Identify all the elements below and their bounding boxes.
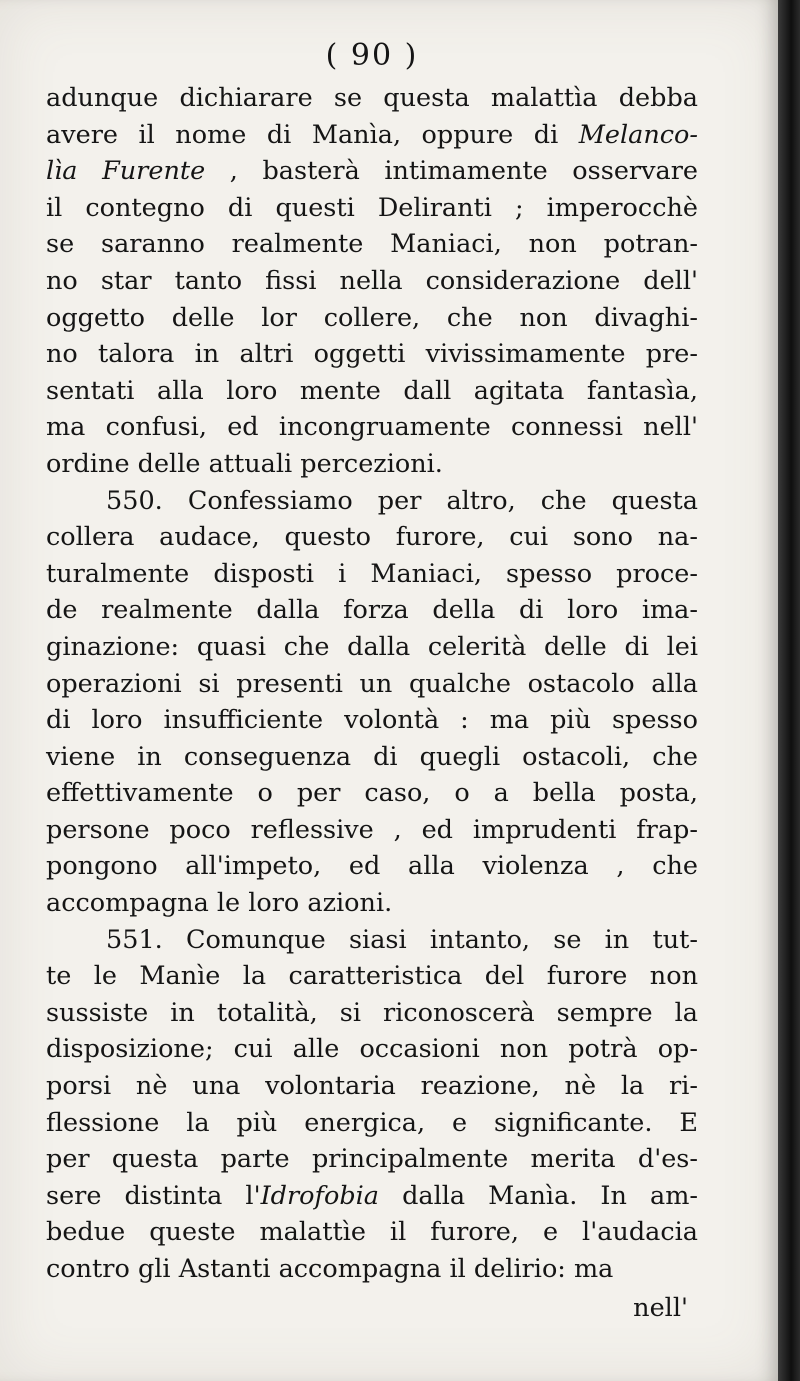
text-line: persone poco reflessive , ed imprudenti frap- (46, 814, 698, 845)
text-line: accompagna le loro azioni. (46, 888, 393, 919)
text-line: il contegno di questi Deliranti ; imperocchè (46, 192, 698, 223)
text-line: se saranno realmente Maniaci, non potran- (46, 229, 698, 260)
text-line: no star tanto fissi nella considerazione dell' (46, 265, 698, 296)
text-line: lìa Furente , basterà intimamente osservare (46, 156, 698, 187)
text-line: de realmente dalla forza della di loro ima- (46, 595, 698, 626)
page-content (46, 34, 698, 1326)
text-line: collera audace, questo furore, cui sono na- (46, 522, 698, 553)
text-line: adunque dichiarare se questa malattìa debba (46, 83, 698, 113)
text-line: contro gli Astanti accompagna il delirio: ma (46, 1254, 614, 1284)
text-line: avere il nome di Manìa, oppure di Melanco- (46, 119, 698, 150)
text-line: sussiste in totalità, si riconoscerà sempre la (46, 997, 698, 1028)
paragraph-550 (46, 483, 698, 922)
page-edge-shadow (778, 0, 800, 1381)
paragraph-551 (46, 922, 698, 1288)
text-line: te le Manìe la caratteristica del furore non (46, 961, 698, 992)
text-line: per questa parte principalmente merita d'es- (46, 1144, 698, 1175)
text-line: viene in conseguenza di quegli ostacoli, che (46, 741, 698, 772)
text-line: ma confusi, ed incongruamente connessi nell' (46, 412, 698, 443)
text-line: flessione la più energica, e significante. E (46, 1107, 698, 1138)
catchword: nell' (633, 1292, 688, 1323)
text-line: sentati alla loro mente dall agitata fantasìa, (46, 375, 698, 406)
text-line: pongono all'impeto, ed alla violenza , che (46, 851, 698, 882)
text-line: disposizione; cui alle occasioni non potrà op- (46, 1034, 698, 1065)
paragraph-continuation (46, 80, 698, 483)
text-line: no talora in altri oggetti vivissimamente pre- (46, 339, 698, 370)
text-line: ordine delle attuali percezioni. (46, 448, 443, 479)
page-number-header: ( 90 ) (325, 38, 419, 73)
text-line: effettivamente o per caso, o a bella posta, (46, 778, 698, 809)
text-line: 551. Comunque siasi intanto, se in tut- (106, 924, 698, 955)
text-line: porsi nè una volontaria reazione, nè la ri- (46, 1071, 698, 1102)
text-line: di loro insufficiente volontà : ma più spesso (46, 705, 698, 736)
text-line: 550. Confessiamo per altro, che questa (106, 485, 698, 516)
text-line: turalmente disposti i Maniaci, spesso proce- (46, 558, 698, 589)
text-line: ginazione: quasi che dalla celerità delle di lei (46, 631, 698, 662)
text-line: bedue queste malattìe il furore, e l'audacia (46, 1217, 698, 1248)
text-line: sere distinta l'Idrofobia dalla Manìa. In am- (46, 1180, 698, 1211)
text-line: oggetto delle lor collere, che non divaghi- (46, 302, 698, 333)
text-line: operazioni si presenti un qualche ostacolo alla (46, 668, 698, 699)
